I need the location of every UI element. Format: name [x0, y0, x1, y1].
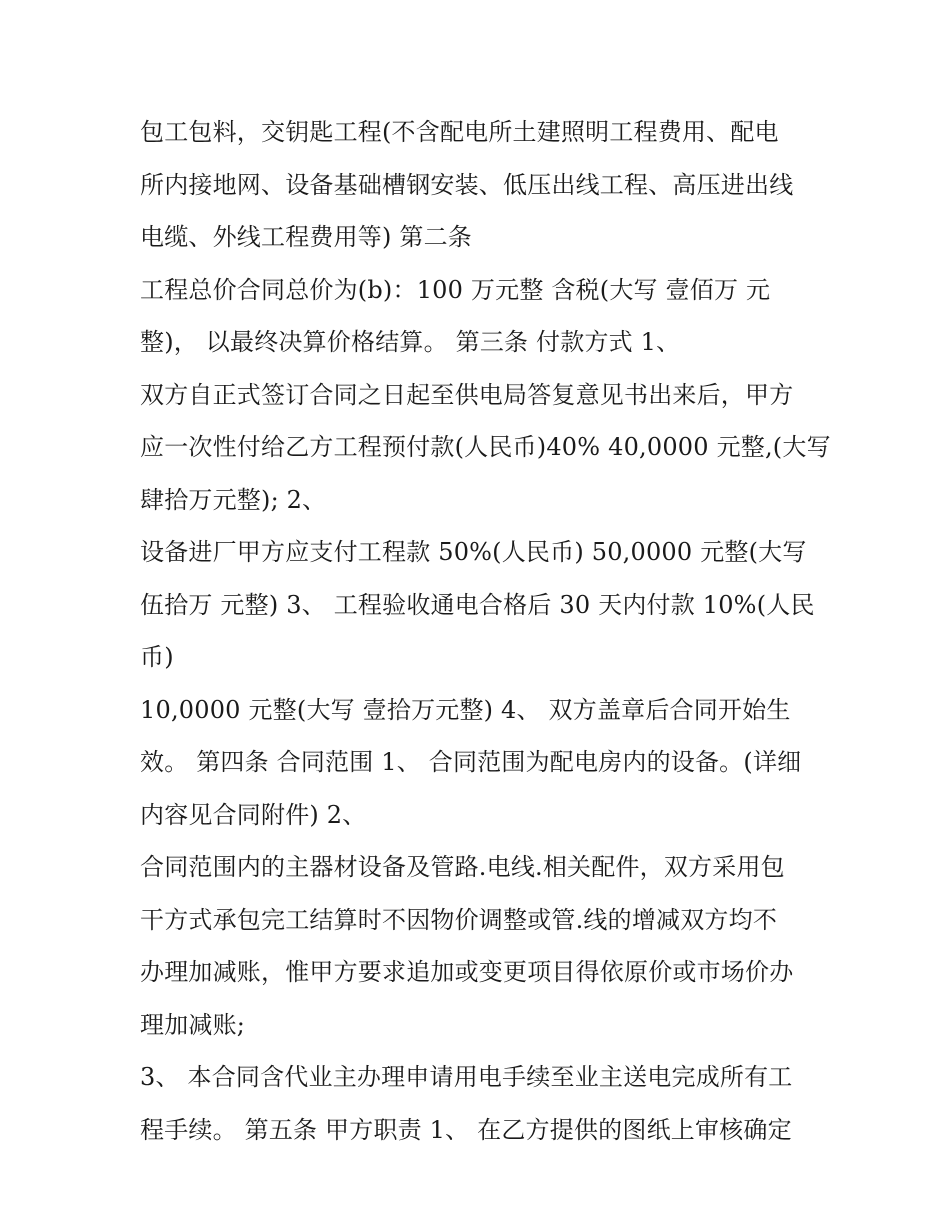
text-line: 设备进厂甲方应支付工程款 50%(人民币) 50,0000 元整(大写: [140, 538, 807, 566]
text-line: 应一次性付给乙方工程预付款(人民币)40% 40,0000 元整,(大写: [140, 433, 831, 461]
text-line: 伍拾万 元整) 3、 工程验收通电合格后 30 天内付款 10%(人民: [140, 590, 815, 619]
text-line: 理加减账;: [140, 1010, 246, 1039]
text-line: 程手续。 第五条 甲方职责 1、 在乙方提供的图纸上审核确定: [140, 1115, 792, 1144]
text-line: 效。 第四条 合同范围 1、 合同范围为配电房内的设备。(详细: [140, 748, 802, 776]
text-line: 双方自正式签订合同之日起至供电局答复意见书出来后，甲方: [140, 380, 794, 409]
text-line: 包工包料，交钥匙工程(不含配电所土建照明工程费用、配电: [140, 118, 779, 146]
text-line: 币): [140, 643, 174, 671]
text-line: 办理加减账，惟甲方要求追加或变更项目得依原价或市场价办: [140, 958, 794, 986]
text-line: 干方式承包完工结算时不因物价调整或管.线的增减双方均不: [140, 905, 778, 934]
text-line: 3、 本合同含代业主办理申请用电手续至业主送电完成所有工: [140, 1063, 793, 1091]
text-line: 10,0000 元整(大写 壹拾万元整) 4、 双方盖章后合同开始生: [140, 695, 791, 724]
text-line: 工程总价合同总价为(b)：100 万元整 含税(大写 壹佰万 元: [140, 275, 771, 304]
text-line: 合同范围内的主器材设备及管路.电线.相关配件，双方采用包: [140, 853, 785, 881]
text-line: 内容见合同附件) 2、: [140, 800, 367, 829]
text-line: 整)， 以最终决算价格结算。 第三条 付款方式 1、: [140, 328, 681, 356]
contract-text: [140, 106, 830, 1156]
text-line: 电缆、外线工程费用等) 第二条: [140, 223, 472, 251]
text-line: 肆拾万元整); 2、: [140, 485, 327, 514]
text-line: 所内接地网、设备基础槽钢安装、低压出线工程、高压进出线: [140, 170, 794, 199]
